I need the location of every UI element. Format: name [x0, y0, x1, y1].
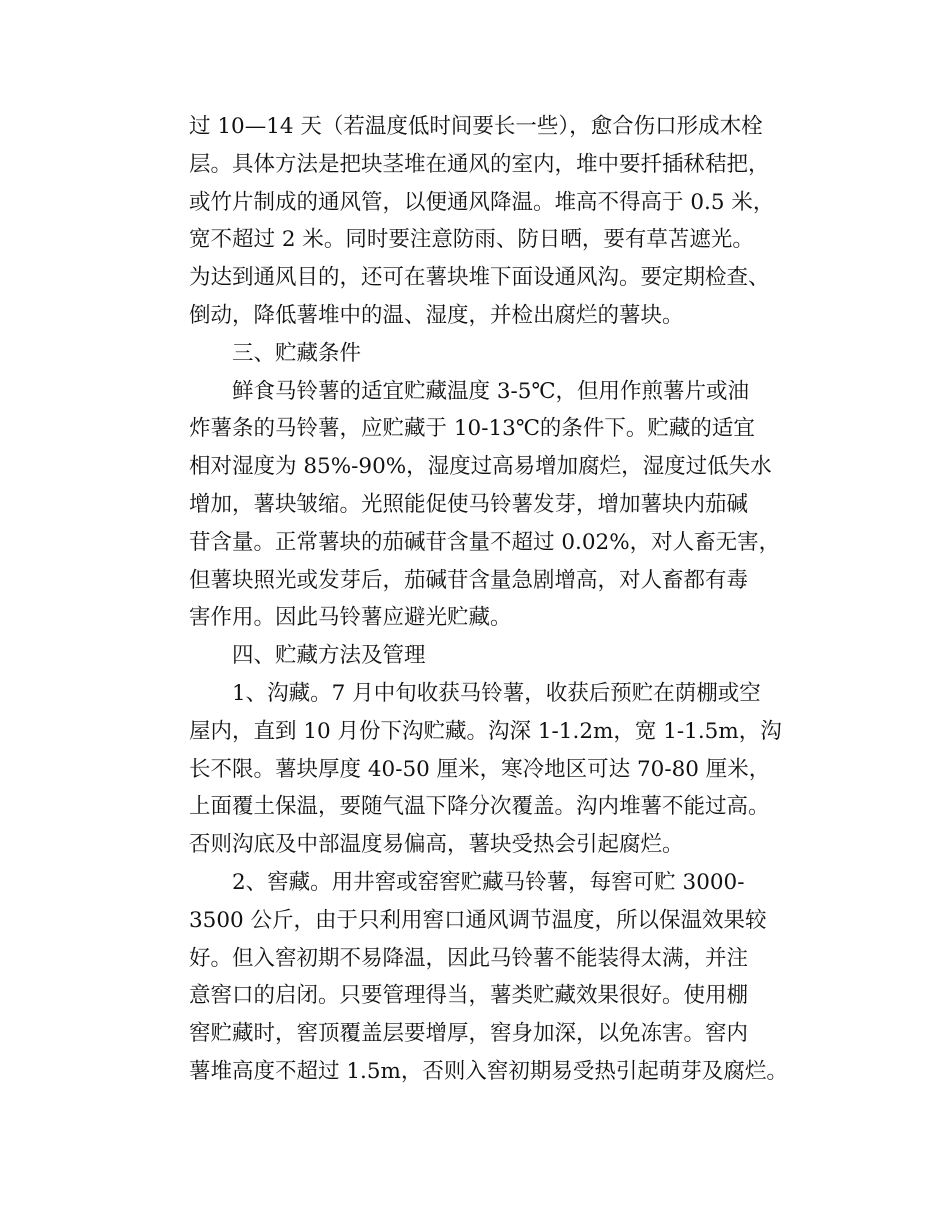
document-body [189, 108, 789, 1091]
text-line: 意窖口的启闭。只要管理得当，薯类贮藏效果很好。使用棚 [189, 983, 749, 1009]
text-line: 1、沟藏。7 月中旬收获马铃薯，收获后预贮在荫棚或空 [232, 680, 761, 706]
text-line: 屋内，直到 10 月份下沟贮藏。沟深 1-1.2m，宽 1-1.5m，沟 [189, 718, 782, 744]
text-line: 窖贮藏时，窖顶覆盖层要增厚，窖身加深，以免冻害。窖内 [189, 1021, 749, 1047]
text-line: 薯堆高度不超过 1.5m，否则入窖初期易受热引起萌芽及腐烂。 [189, 1058, 788, 1084]
text-line: 苷含量。正常薯块的茄碱苷含量不超过 0.02%，对人畜无害， [189, 529, 781, 555]
text-line: 倒动，降低薯堆中的温、湿度，并检出腐烂的薯块。 [189, 302, 684, 328]
text-line: 过 10—14 天（若温度低时间要长一些），愈合伤口形成木栓 [189, 114, 763, 139]
text-line: 宽不超过 2 米。同时要注意防雨、防日晒，要有草苫遮光。 [189, 227, 754, 253]
text-line: 层。具体方法是把块茎堆在通风的室内，堆中要扦插秫秸把， [189, 151, 770, 177]
text-line: 为达到通风目的，还可在薯块堆下面设通风沟。要定期检查、 [189, 265, 770, 291]
text-line: 增加，薯块皱缩。光照能促使马铃薯发芽，增加薯块内茄碱 [189, 491, 749, 517]
text-line: 或竹片制成的通风管，以便通风降温。堆高不得高于 0.5 米， [189, 189, 775, 215]
text-line: 3500 公斤，由于只利用窖口通风调节温度，所以保温效果较 [189, 907, 767, 933]
text-line: 否则沟底及中部温度易偏高，薯块受热会引起腐烂。 [189, 832, 684, 858]
text-line: 四、贮藏方法及管理 [232, 643, 426, 669]
text-line: 2、窖藏。用井窖或窑窖贮藏马铃薯，每窖可贮 3000- [232, 869, 745, 895]
text-line: 长不限。薯块厚度 40-50 厘米，寒冷地区可达 70-80 厘米， [189, 756, 771, 782]
text-line: 鲜食马铃薯的适宜贮藏温度 3-5℃，但用作煎薯片或油 [232, 378, 750, 404]
text-line: 但薯块照光或发芽后，茄碱苷含量急剧增高，对人畜都有毒 [189, 567, 749, 593]
text-line: 上面覆土保温，要随气温下降分次覆盖。沟内堆薯不能过高。 [189, 794, 770, 820]
text-line: 相对湿度为 85%-90%，湿度过高易增加腐烂，湿度过低失水 [189, 454, 772, 480]
text-line: 炸薯条的马铃薯，应贮藏于 10-13℃的条件下。贮藏的适宜 [189, 416, 755, 442]
text-line: 三、贮藏条件 [232, 340, 362, 366]
text-line: 好。但入窖初期不易降温，因此马铃薯不能装得太满，并注 [189, 945, 749, 971]
text-line: 害作用。因此马铃薯应避光贮藏。 [189, 605, 512, 631]
